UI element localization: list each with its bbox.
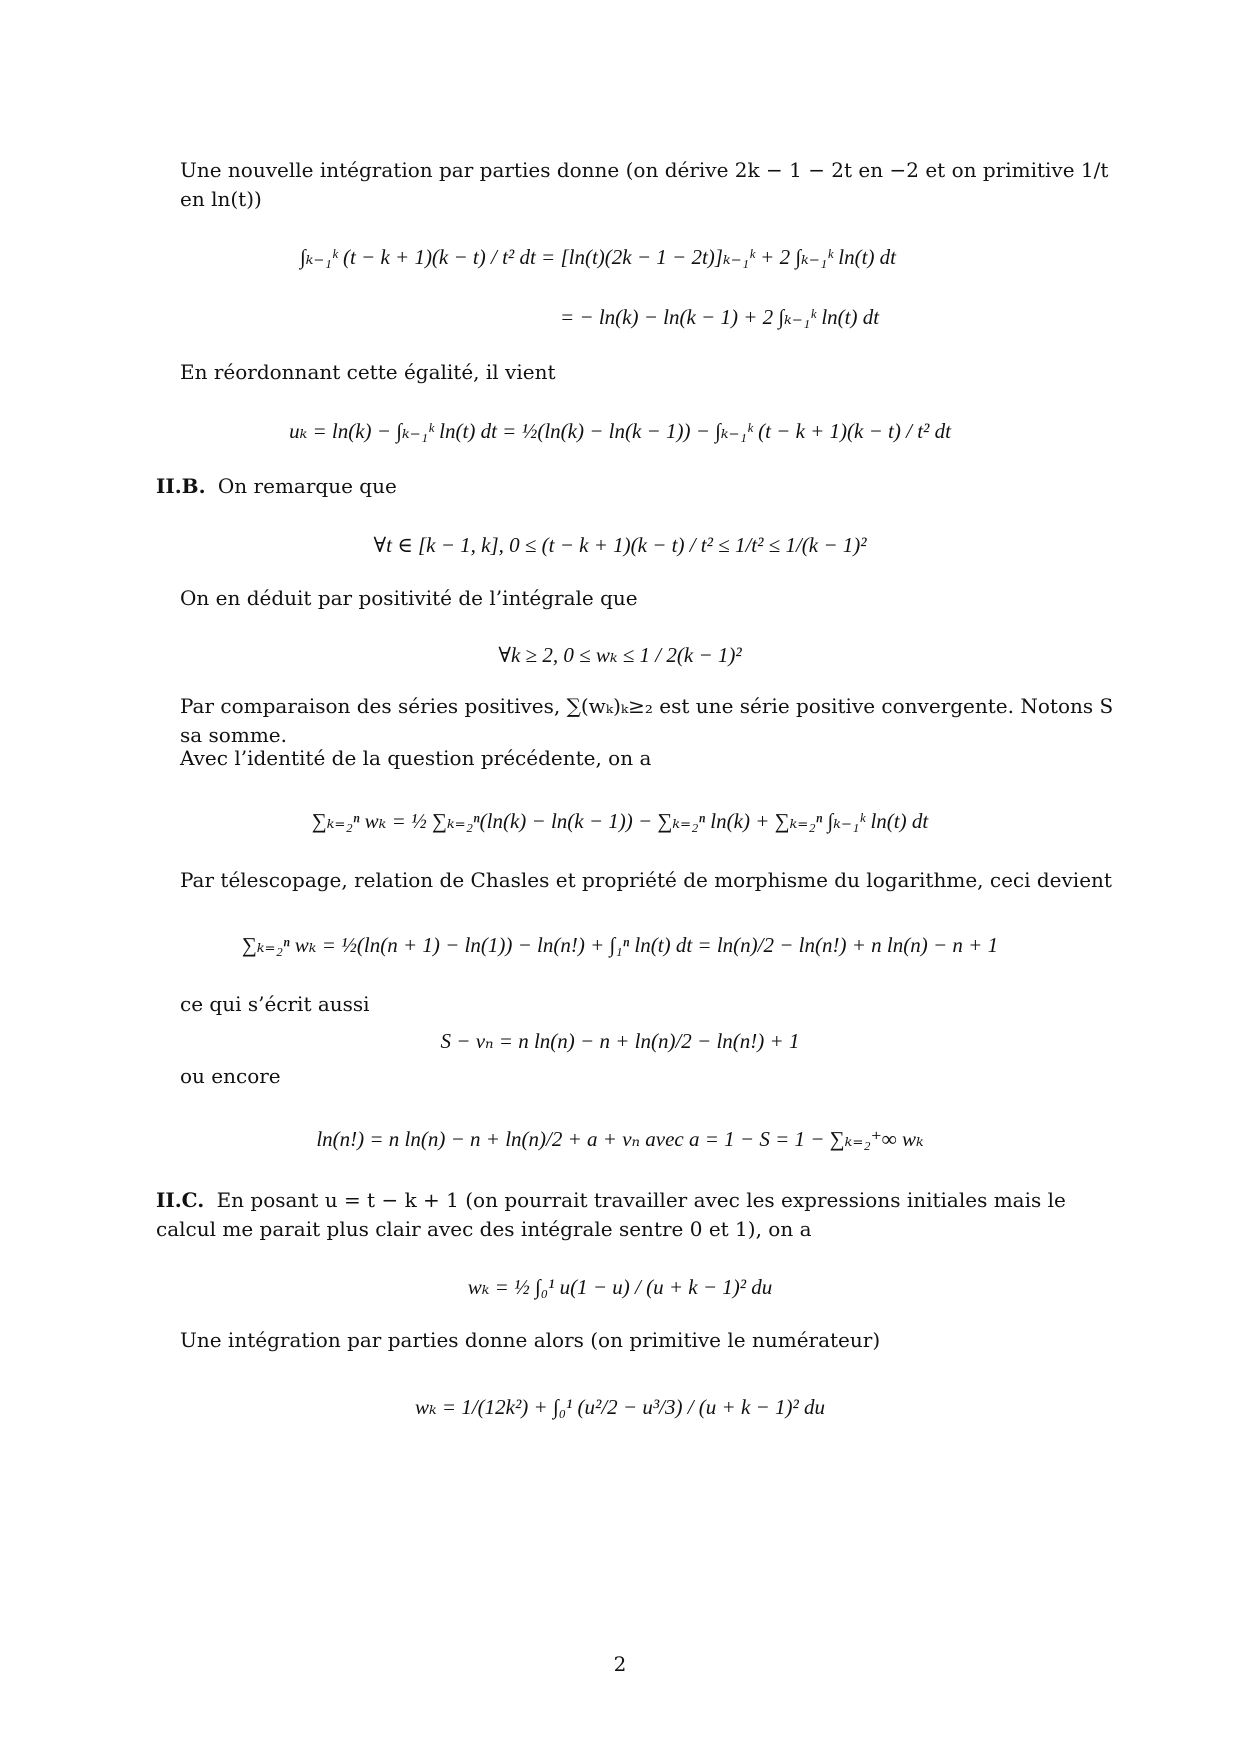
paragraph-identity: Avec l’identité de la question précédente, on a (180, 746, 652, 770)
paragraph-or-else: ou encore (180, 1064, 281, 1088)
section-IIB (156, 472, 1120, 501)
section-IIC (156, 1186, 1120, 1244)
page-number: 2 (613, 1652, 627, 1676)
equation-bound-integrand: ∀t ∈ [k − 1, k], 0 ≤ (t − k + 1)(k − t) / t² ≤ 1/t² ≤ 1/(k − 1)² (373, 533, 867, 557)
equation-wk-final: wₖ = 1/(12k²) + ∫₀¹ (u²/2 − u³/3) / (u + k − 1)² du (415, 1395, 825, 1419)
section-text: On remarque que (217, 474, 397, 498)
equation-uk: uₖ = ln(k) − ∫ₖ₋₁ᵏ ln(t) dt = ½(ln(k) − ln(k − 1)) − ∫ₖ₋₁ᵏ (t − k + 1)(k − t) / t² dt (289, 419, 951, 443)
section-label: II.B. (156, 474, 206, 498)
equation-ipp-line1: ∫ₖ₋₁ᵏ (t − k + 1)(k − t) / t² dt = [ln(t)(2k − 1 − 2t)]ₖ₋₁ᵏ + 2 ∫ₖ₋₁ᵏ ln(t) dt (300, 245, 897, 269)
equation-stirling-form: ln(n!) = n ln(n) − n + ln(n)/2 + a + vₙ avec a = 1 − S = 1 − ∑ₖ₌₂⁺∞ wₖ (316, 1127, 924, 1151)
equation-wk-substitution: wₖ = ½ ∫₀¹ u(1 − u) / (u + k − 1)² du (467, 1275, 773, 1299)
paragraph-comparison: Par comparaison des séries positives, ∑(wₖ)ₖ≥₂ est une série positive convergente. Notons S sa somme. (180, 694, 1114, 747)
equation-partial-sum: ∑ₖ₌₂ⁿ wₖ = ½ ∑ₖ₌₂ⁿ(ln(k) − ln(k − 1)) − ∑ₖ₌₂ⁿ ln(k) + ∑ₖ₌₂ⁿ ∫ₖ₋₁ᵏ ln(t) dt (311, 809, 929, 833)
paragraph-ipp-intro: Une nouvelle intégration par parties donne (on dérive 2k − 1 − 2t en −2 et on primitive 1/t en ln(t)) (180, 158, 1109, 211)
equation-ipp-line2: = − ln(k) − ln(k − 1) + 2 ∫ₖ₋₁ᵏ ln(t) dt (560, 305, 880, 329)
section-label: II.C. (156, 1188, 205, 1212)
paragraph-also-written: ce qui s’écrit aussi (180, 992, 370, 1016)
paragraph-ipp-numerator: Une intégration par parties donne alors (on primitive le numérateur) (180, 1328, 881, 1352)
paragraph-positivity: On en déduit par positivité de l’intégrale que (180, 586, 638, 610)
paragraph-telescoping: Par télescopage, relation de Chasles et propriété de morphisme du logarithme, ceci devient (180, 868, 1112, 892)
paragraph-reordering: En réordonnant cette égalité, il vient (180, 360, 556, 384)
section-text: En posant u = t − k + 1 (on pourrait travailler avec les expressions initiales mais le calcul me parait plus clair avec des intégrale sentre 0 et 1), on a (156, 1188, 1066, 1241)
equation-S-minus-vn: S − vₙ = n ln(n) − n + ln(n)/2 − ln(n!) + 1 (440, 1029, 800, 1053)
equation-telescoped-sum: ∑ₖ₌₂ⁿ wₖ = ½(ln(n + 1) − ln(1)) − ln(n!) + ∫₁ⁿ ln(t) dt = ln(n)/2 − ln(n!) + n ln(n) − n + 1 (241, 933, 999, 957)
equation-wk-bound: ∀k ≥ 2, 0 ≤ wₖ ≤ 1 / 2(k − 1)² (498, 643, 742, 667)
